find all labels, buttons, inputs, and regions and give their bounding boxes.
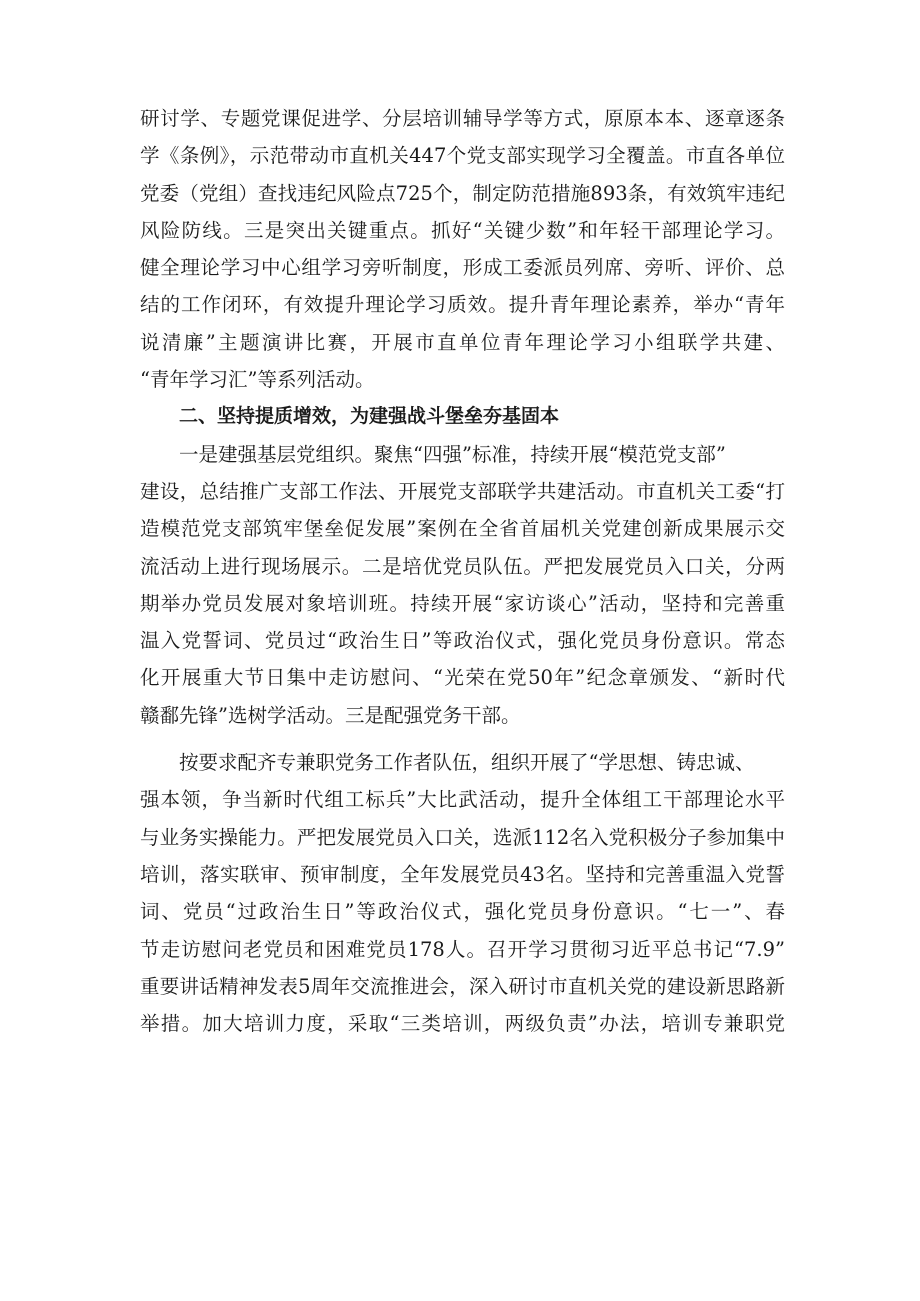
text-line: 化开展重大节日集中走访慰问、“光荣在党50年”纪念章颁发、“新时代: [140, 666, 785, 690]
text-line: 温入党誓词、党员过“政治生日”等政治仪式，强化党员身份意识。常态: [140, 629, 785, 653]
text-line: 说清廉”主题演讲比赛，开展市直单位青年理论学习小组联学共建、: [140, 330, 785, 354]
text-line: 培训，落实联审、预审制度，全年发展党员43名。坚持和完善重温入党誓: [140, 862, 785, 886]
text-line: 强本领，争当新时代组工标兵”大比武活动，提升全体组工干部理论水平: [140, 788, 785, 812]
text-line: 按要求配齐专兼职党务工作者队伍，组织开展了“学思想、铸忠诚、: [179, 751, 755, 775]
text-line: 与业务实操能力。严把发展党员入口关，选派112名入党积极分子参加集中: [140, 825, 785, 849]
text-line: 举措。加大培训力度，采取“三类培训，两级负责”办法，培训专兼职党: [140, 1012, 785, 1036]
text-line: 一是建强基层党组织。聚焦“四强”标准，持续开展“模范党支部”: [179, 442, 726, 466]
text-line: 研讨学、专题党课促进学、分层培训辅导学等方式，原原本本、逐章逐条: [140, 107, 785, 130]
text-line: 健全理论学习中心组学习旁听制度，形成工委派员列席、旁听、评价、总: [140, 256, 785, 280]
text-line: 期举办党员发展对象培训班。持续开展“家访谈心”活动，坚持和完善重: [140, 591, 785, 615]
paragraph-gap: [140, 734, 785, 744]
text-line: 流活动上进行现场展示。二是培优党员队伍。严把发展党员入口关，分两: [140, 554, 785, 578]
paragraph-1: [140, 100, 785, 398]
text-line: 学《条例》，示范带动市直机关447个党支部实现学习全覆盖。市直各单位: [140, 144, 785, 168]
text-line: 重要讲话精神发表5周年交流推进会，深入研讨市直机关党的建设新思路新: [140, 974, 785, 998]
text-line: “青年学习汇”等系列活动。: [140, 368, 375, 392]
text-line: 建设，总结推广支部工作法、开展党支部联学共建活动。市直机关工委“打: [140, 479, 785, 503]
paragraph-2: [140, 436, 785, 734]
document-body: [140, 100, 785, 1042]
text-line: 党委（党组）查找违纪风险点725个，制定防范措施893条，有效筑牢违纪: [140, 181, 785, 205]
paragraph-3: [140, 744, 785, 1042]
text-line: 结的工作闭环，有效提升理论学习质效。提升青年理论素养，举办“青年: [140, 293, 785, 317]
text-line: 词、党员“过政治生日”等政治仪式，强化党员身份意识。“七一”、春: [140, 900, 785, 924]
section-heading: 二、坚持提质增效，为建强战斗堡垒夯基固本: [179, 405, 560, 428]
text-line: 节走访慰问老党员和困难党员178人。召开学习贯彻习近平总书记“7.9”: [140, 937, 785, 961]
text-line: 赣鄱先锋”选树学活动。三是配强党务干部。: [140, 703, 521, 727]
text-line: 风险防线。三是突出关键重点。抓好“关键少数”和年轻干部理论学习。: [140, 218, 785, 242]
text-line: 造模范党支部筑牢堡垒促发展”案例在全省首届机关党建创新成果展示交: [140, 517, 785, 541]
